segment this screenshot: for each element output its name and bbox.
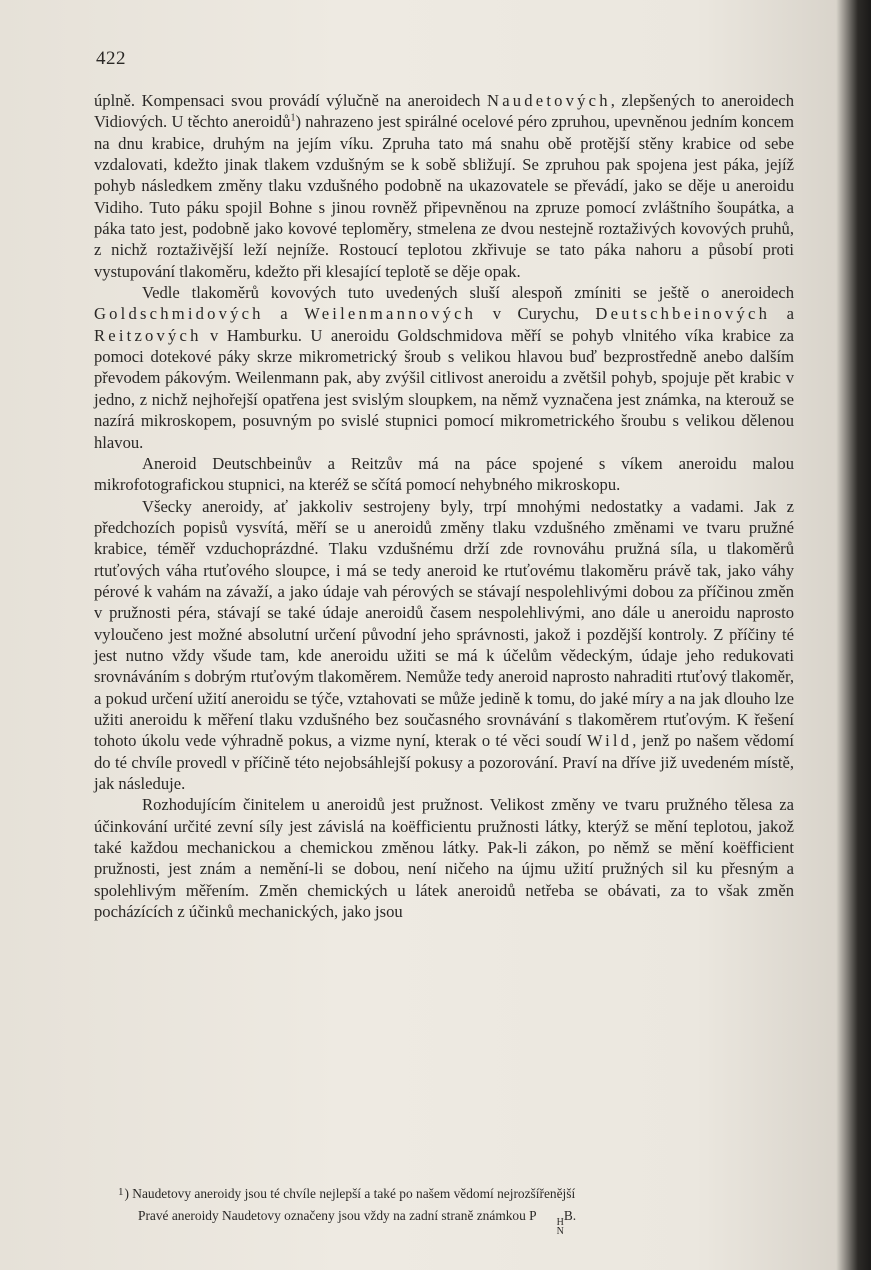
text-run: v Curychu, [476, 304, 596, 324]
emphasized-name: Wild [586, 731, 633, 751]
paragraph [94, 496, 794, 795]
paragraph [94, 453, 794, 496]
footnote-text-2: Pravé aneroidy Naudetovy označeny jsou vždy na zadní straně známkou [138, 1208, 530, 1223]
footnote-line-1 [118, 1181, 794, 1205]
text-run: , zlepšených to aneroidech Vidiových. U těchto aneroidů [94, 91, 794, 132]
text-run: Vedle tlakoměrů kovových tuto uvedených sluší alespoň zmíniti se ještě o aneroidech [142, 283, 794, 303]
text-run: Všecky aneroidy, ať jakkoliv sestrojeny byly, trpí mnohými nedostatky a vadami. Jak z předchozích popisů vysvítá, měří se u aneroidů změny tlaku vzdušného změnami ve tvaru pružné krabice, téměř vzduchoprázdné. Tlaku vzdušnému drží zde rovnováhu pružná síla, u tlakoměrů rtuťových váha rtuťového sloupce, i má se tedy aneroid ke rtuťovému tlakoměru právě tak, jako váhy pérové k vahám na závaží, a jako údaje vah pérových se stávají nespolehlivými dobou za příčinou změn v pružnosti péra, stávají se také údaje aneroidů časem nespolehlivými, ano dále u aneroidu naprosto vyloučeno jest možné absolutní určení původní jeho správnosti, jakož i pozdější kontroly. Z příčiny té jest nutno vždy všude tam, kde aneroidu užiti se má k účelům vědeckým, údaje jeho redukovati srovnáváním s dobrým rtuťovým tlakoměrem. Nemůže tedy aneroid naprosto nahraditi rtuťový tlakoměr, a pokud určení užití aneroidu se týče, vztahovati se může jedině k tomu, do jaké míry a na jak dlouho lze užiti aneroidu k měření tlaku vzdušného bez současného srovnávání s tlakoměrem rtuťovým. K řešení tohoto úkolu vede výhradně pokus, a vizme nyní, kterak o té věci soudí [94, 496, 794, 751]
hallmark-fraction [537, 1218, 564, 1236]
emphasized-name: Goldschmidových [94, 304, 264, 324]
text-run: , jenž po našem vědomí do té chvíle provedl v příčině této nejobsáhlejší pokusy a pozorování. Praví na dříve již uvedeném místě, jak následuje. [94, 731, 794, 793]
text-run: Aneroid Deutschbeinův a Reitzův má na páce spojené s víkem aneroidu malou mikrofotografickou stupnici, na kteréž se sčítá pomocí nehybného mikroskopu. [94, 453, 794, 495]
footnote-text-1: ) Naudetovy aneroidy jsou té chvíle nejlepší a také po našem vědomí nejrozšířenější [124, 1186, 576, 1201]
footnote-line-2 [118, 1205, 794, 1236]
text-run: Rozhodujícím činitelem u aneroidů jest pružnost. Velikost změny ve tvaru pružného tělesa za účinkování určité zevní síly jest závislá na koëfficientu pružnosti látky, kterýž se mění teplotou, jakož také každou mechanickou a chemickou změnou látky. Pak-li zákon, po němž se mění koëfficient pružnosti, jest znám a nemění-li se dobou, není ničeho na újmu užití pružných sil ku přesným a spolehlivým měřením. Změn chemických u látek aneroidů netřeba se obávati, za to však změn pocházících z účinků mechanických, jako jsou [94, 795, 794, 922]
paragraph [94, 282, 794, 453]
hallmark-n: N [556, 1226, 564, 1237]
text-run: a [263, 304, 305, 324]
text-run: a [770, 304, 795, 324]
emphasized-name: Reitzových [94, 325, 202, 345]
text-run: ) nahrazeno jest spirálné ocelové péro zpruhou, upevněnou jedním koncem na dnu krabice, druhým na jejím víku. Zpruha tato má snahu obě protější stěny krabice od sebe vzdalovati, kdežto jinak tlakem vzdušným se k sobě sbližují. Se zpruhou pak spojena jest páka, jejíž pohyb následkem změny tlaku vzdušného podobně na ukazovatele se převádí, jako se děje u aneroidu Vidiho. Tuto páku spojil Bohne s jinou rovněž připevněnou na zpruze pomocí zvláštního šoupátka, a páka tato jest, podobně jako kovové teploměry, stmelena ze dvou nestejně roztaživých kovových pruhů, z nichž roztaživější leží nejníže. Rostoucí teplotou zkřivuje se tato páka nahoru a působí proti vystupování tlakoměru, kdežto při klesající teplotě se děje opak. [94, 112, 794, 281]
hallmark-h: H [556, 1217, 564, 1228]
emphasized-name: Weilenmannových [304, 304, 477, 324]
body-text [94, 90, 794, 922]
text-run: v Hamburku. U aneroidu Goldschmidova měří se pohyb vlnitého víka krabice za pomoci dotekové páky skrze mikrometrický šroub s velikou hlavou buď bezprostředně anebo dalším převodem pákovým. Weilenmann pak, aby zvýšil citlivost aneroidu a zvětšil pohyb, spojuje pět krabic v jedno, z nichž nejhořejší opatřena jest svislým sloupkem, na němž vyznačena jest známka, na kterouž se nazírá mikroskopem, posuvným po svislé stupnici pomocí mikrometrického šroubu s velikou dělenou hlavou. [94, 325, 794, 452]
emphasized-name: Naudetových [487, 91, 611, 110]
hallmark-suffix: B. [563, 1208, 577, 1223]
footnote [118, 1181, 794, 1236]
text-run: úplně. Kompensaci svou provádí výlučně na aneroidech [94, 91, 488, 110]
paragraph [94, 794, 794, 922]
footnote-mark: 1 [118, 1186, 124, 1198]
page-number: 422 [96, 48, 126, 69]
hallmark-prefix: P [529, 1208, 537, 1223]
hallmark [529, 1208, 577, 1237]
emphasized-name: Deutschbeinových [595, 304, 771, 324]
footnote-ref: 1 [290, 112, 296, 124]
paragraph [94, 90, 794, 282]
